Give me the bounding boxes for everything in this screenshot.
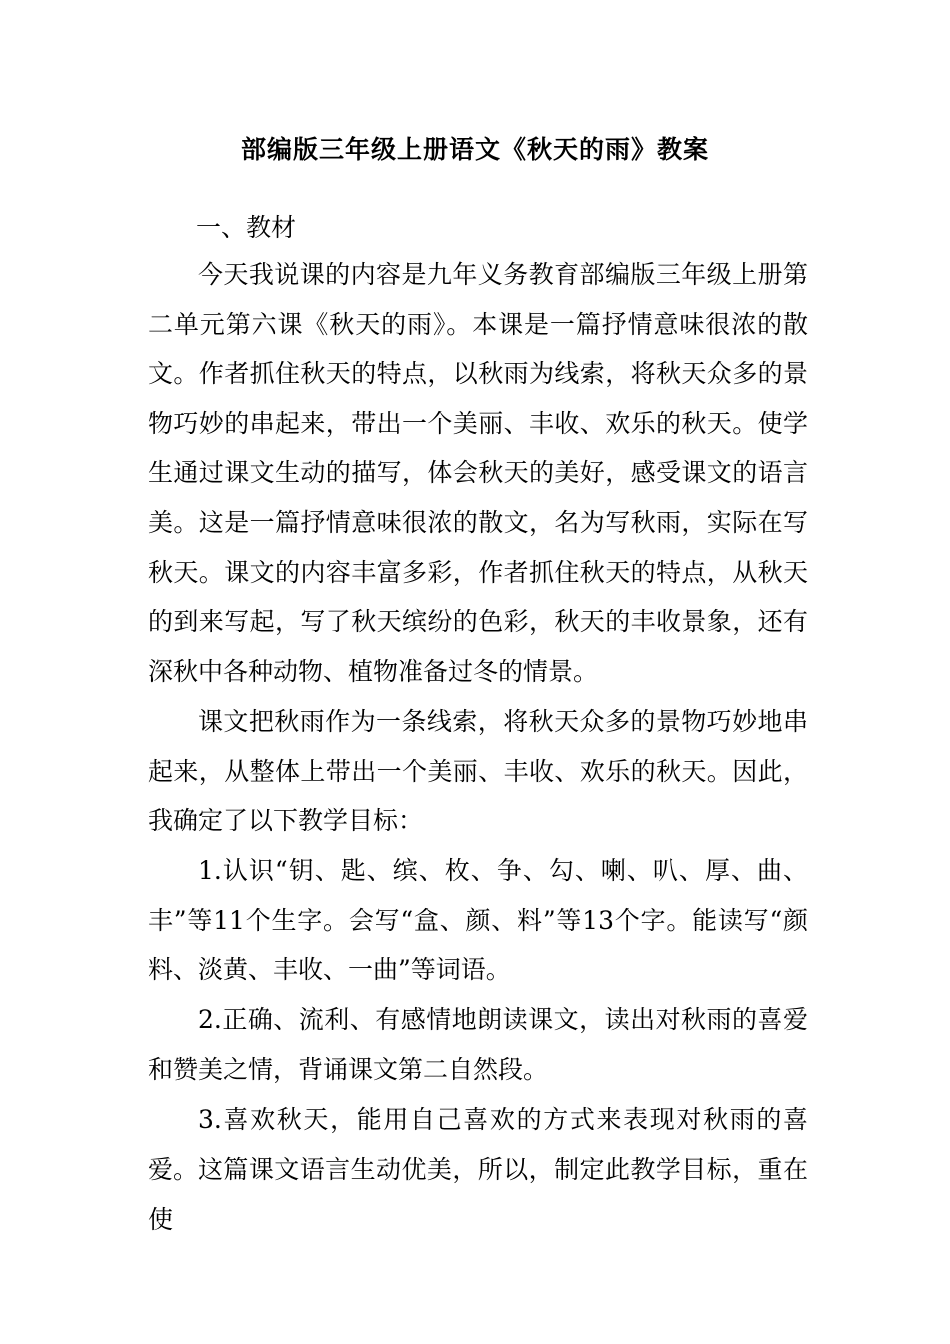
paragraph-goal-rationale: 这篇课文语言生动优美，所以，制定此教学目标，重在使 (148, 1155, 808, 1234)
paragraph-teaching-goals-intro: 课文把秋雨作为一条线索，将秋天众多的景物巧妙地串起来，从整体上带出一个美丽、丰收、欢乐的秋天。因此，我确定了以下教学目标： (148, 707, 808, 836)
paragraph-goal-1: 1.认识“钥、匙、缤、枚、争、勾、喇、叭、厚、曲、丰”等11个生字。会写“盒、颜、料”等13个字。能读写“颜料、淡黄、丰收、一曲”等词语。 (148, 856, 808, 985)
paragraph-textbook-intro: 今天我说课的内容是九年义务教育部编版三年级上册第二单元第六课《秋天的雨》。本课是一篇抒情意味很浓的散文。作者抓住秋天的特点，以秋雨为线索，将秋天众多的景物巧妙的串起来，带出一个美丽、丰收、欢乐的秋天。使学生通过课文生动的描写，体会秋天的美好，感受课文的语言美。这是一篇抒情意味很浓的散文，名为写秋雨，实际在写秋天。课文的内容丰富多彩，作者抓住秋天的特点，从秋天的到来写起，写了秋天缤纷的色彩，秋天的丰收景象，还有深秋中各种动物、植物准备过冬的情景。 (148, 260, 808, 686)
section-heading: 一、教材 (196, 213, 297, 242)
paragraph-goal-2: 2.正确、流利、有感情地朗读课文，读出对秋雨的喜爱和赞美之情，背诵课文第二自然段。 (148, 1005, 808, 1084)
paragraph-goal-3: 3.喜欢秋天，能用自己喜欢的方式来表现对秋雨的喜爱。 (148, 1105, 808, 1184)
document-title: 部编版三年级上册语文《秋天的雨》教案 (240, 135, 709, 164)
